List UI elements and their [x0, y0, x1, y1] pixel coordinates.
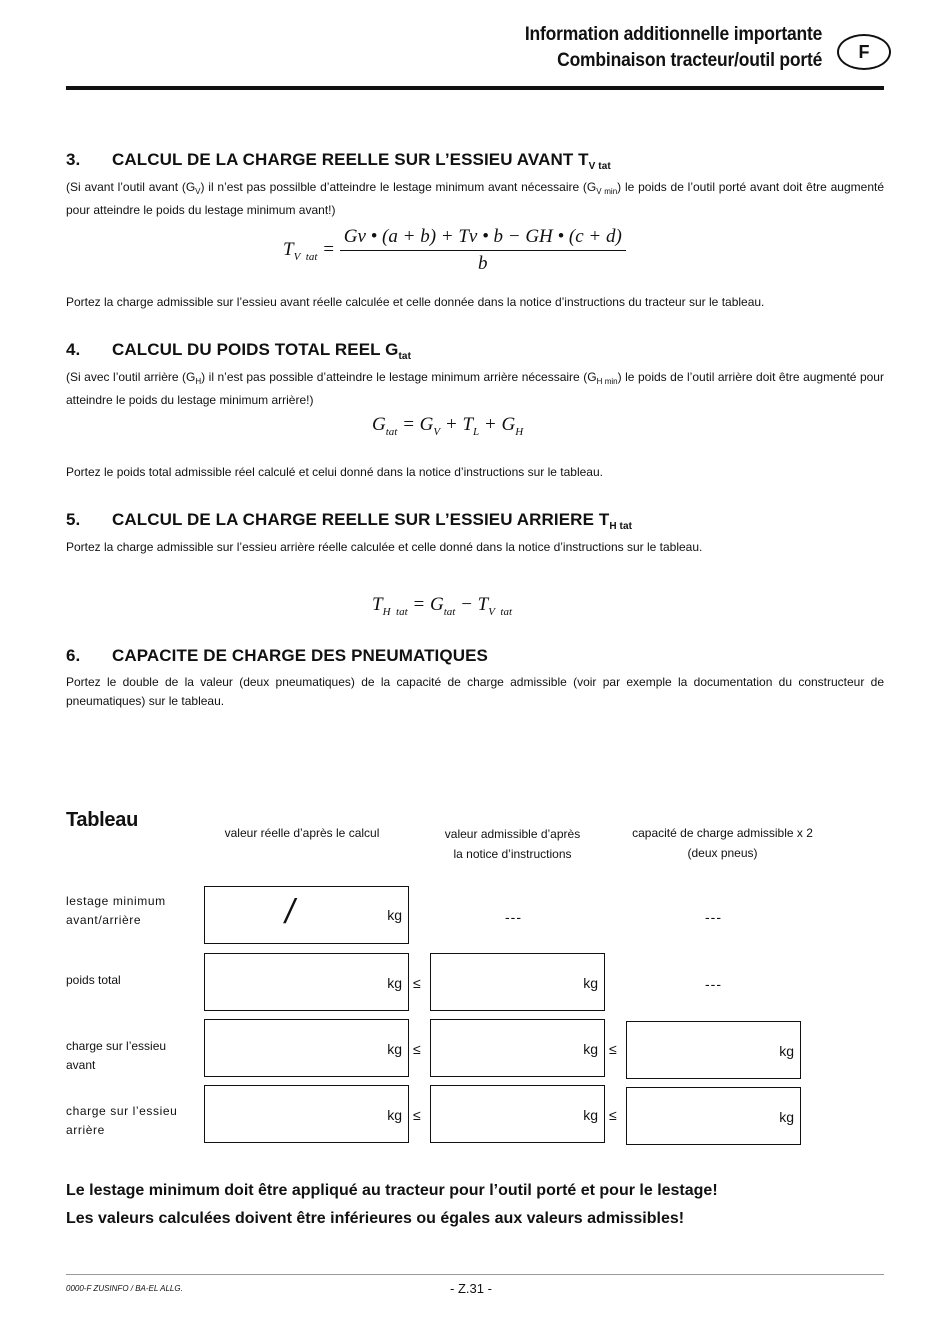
unit-kg: kg — [583, 1107, 598, 1123]
section3-number: 3. — [66, 150, 81, 169]
col-header-calculated: valeur réelle d’après le calcul — [224, 826, 380, 840]
section3-text-a: (Si avant l’outil avant (G — [66, 180, 196, 194]
ballast-admissible-dash: --- — [505, 909, 522, 925]
section4-text-a: (Si avec l’outil arrière (G — [66, 370, 196, 384]
ballast-calculated-box[interactable] — [204, 886, 409, 944]
section5-title: CALCUL DE LA CHARGE REELLE SUR L’ESSIEU ARRIERE T — [112, 510, 610, 529]
unit-kg: kg — [387, 975, 402, 991]
section4-title: CALCUL DU POIDS TOTAL REEL G — [112, 340, 399, 359]
row-label-ballast: lestage minimum avant/arrière — [66, 894, 166, 927]
tableau-title: Tableau — [66, 809, 138, 831]
ballast-tire-dash: --- — [705, 909, 722, 925]
formula-denominator: b — [478, 253, 488, 274]
section3-text-c: ) le poids de l’outil porté avant doit être augmenté pour atteindre le poids du lestage minimum avant!) — [66, 180, 885, 217]
section4-text — [66, 368, 884, 410]
row-label-total-weight: poids total — [66, 973, 121, 987]
section6-title: CAPACITE DE CHARGE DES PNEUMATIQUES — [112, 646, 488, 665]
section4-text-c: ) le poids de l’outil arrière doit être augmenté pour atteindre le poids du lestage minimum arrière!) — [66, 370, 884, 407]
leq-sign: ≤ — [609, 1041, 617, 1057]
row-label-front-axle: charge sur l’essieu avant — [66, 1039, 167, 1072]
unit-kg: kg — [583, 975, 598, 991]
col-header-admissible: valeur admissible d’après la notice d’instructions — [444, 827, 581, 861]
rear-axle-admissible-box[interactable] — [430, 1085, 605, 1143]
total-admissible-box[interactable] — [430, 953, 605, 1011]
note-values: Les valeurs calculées doivent être inférieures ou égales aux valeurs admissibles! — [66, 1210, 685, 1227]
section5-note: Portez la charge admissible sur l’essieu arrière réelle calculée et celle donné dans la notice d’instructions sur le tableau. — [66, 540, 703, 554]
section3-text — [66, 178, 884, 220]
section4-note: Portez le poids total admissible réel calculé et celui donné dans la notice d’instructions sur le tableau. — [66, 465, 603, 479]
section6-text: Portez le double de la valeur (deux pneumatiques) de la capacité de charge admissible (voir par exemple la documentation du constructeur de pneumatiques) sur le tableau. — [66, 675, 884, 708]
leq-sign: ≤ — [413, 1041, 421, 1057]
unit-kg: kg — [387, 1041, 402, 1057]
section4-text-sub2: H min — [596, 377, 618, 386]
rear-axle-tire-box[interactable] — [626, 1087, 801, 1145]
section3-text-sub2: V min — [596, 187, 618, 196]
section3-text-b: ) il n’est pas possilble d’atteindre le lestage minimum avant nécessaire (G — [200, 180, 597, 194]
section4-text-b: ) il n’est pas possible d’atteindre le lestage minimum arrière nécessaire (G — [201, 370, 597, 384]
section5-formula: $T_{H tat} = G_{tat} - T_{V tat}$ — [372, 594, 513, 618]
unit-kg: kg — [779, 1109, 794, 1125]
section3-title: CALCUL DE LA CHARGE REELLE SUR L’ESSIEU AVANT T — [112, 150, 589, 169]
section4-text-sub1: H — [195, 377, 202, 386]
section6-number: 6. — [66, 646, 81, 665]
section3-heading — [66, 150, 611, 172]
header-rule — [66, 86, 884, 90]
front-axle-admissible-box[interactable] — [430, 1019, 605, 1077]
total-tire-dash: --- — [705, 976, 722, 992]
section3-formula-fraction — [340, 226, 626, 275]
header-title — [525, 22, 822, 74]
section5-heading — [66, 510, 632, 532]
footer-rule — [66, 1274, 884, 1275]
leq-sign: ≤ — [609, 1107, 617, 1123]
leq-sign: ≤ — [413, 975, 421, 991]
section4-formula: $G_{tat} = G_V + T_L + G_H$ — [372, 414, 524, 438]
unit-kg: kg — [387, 907, 402, 923]
footer-page-number: - Z.31 - — [450, 1281, 492, 1296]
section4-number: 4. — [66, 340, 81, 359]
unit-kg: kg — [583, 1041, 598, 1057]
unit-kg: kg — [387, 1107, 402, 1123]
slash-mark: / — [285, 893, 295, 931]
footer-doc-ref: 0000-F ZUSINFO / BA-EL ALLG. — [66, 1284, 183, 1293]
front-axle-calculated-box[interactable] — [204, 1019, 409, 1077]
section3-text-sub1: V — [195, 187, 201, 196]
section6-heading — [66, 646, 488, 666]
total-calculated-box[interactable] — [204, 953, 409, 1011]
section5-number: 5. — [66, 510, 81, 529]
rear-axle-calculated-box[interactable] — [204, 1085, 409, 1143]
language-badge: F — [837, 34, 891, 70]
formula-numerator: Gv • (a + b) + Tv • b − GH • (c + d) — [340, 226, 626, 251]
header-title-line2: Combinaison tracteur/outil porté — [556, 50, 822, 71]
section5-title-sub: H tat — [609, 521, 633, 532]
note-ballast: Le lestage minimum doit être appliqué au tracteur pour l’outil porté et pour le lestage! — [66, 1182, 718, 1199]
unit-kg: kg — [779, 1043, 794, 1059]
section3-title-sub: V tat — [588, 161, 611, 172]
section4-heading — [66, 340, 411, 362]
front-axle-tire-box[interactable] — [626, 1021, 801, 1079]
row-label-rear-axle: charge sur l’essieu arrière — [66, 1104, 178, 1137]
section3-note: Portez la charge admissible sur l’essieu avant réelle calculée et celle donnée dans la notice d’instructions du tracteur sur le tableau. — [66, 295, 765, 309]
section3-formula: $T_{V tat}$ = $\frac{Gv • (a + b) + Tv • b - GH • (c + d)}{b}$ — [283, 226, 626, 275]
col-header-tire-capacity: capacité de charge admissible x 2 (deux pneus) — [632, 826, 813, 860]
header-title-line1: Information additionnelle importante — [524, 24, 822, 45]
leq-sign: ≤ — [413, 1107, 421, 1123]
section4-title-sub: tat — [398, 351, 412, 362]
